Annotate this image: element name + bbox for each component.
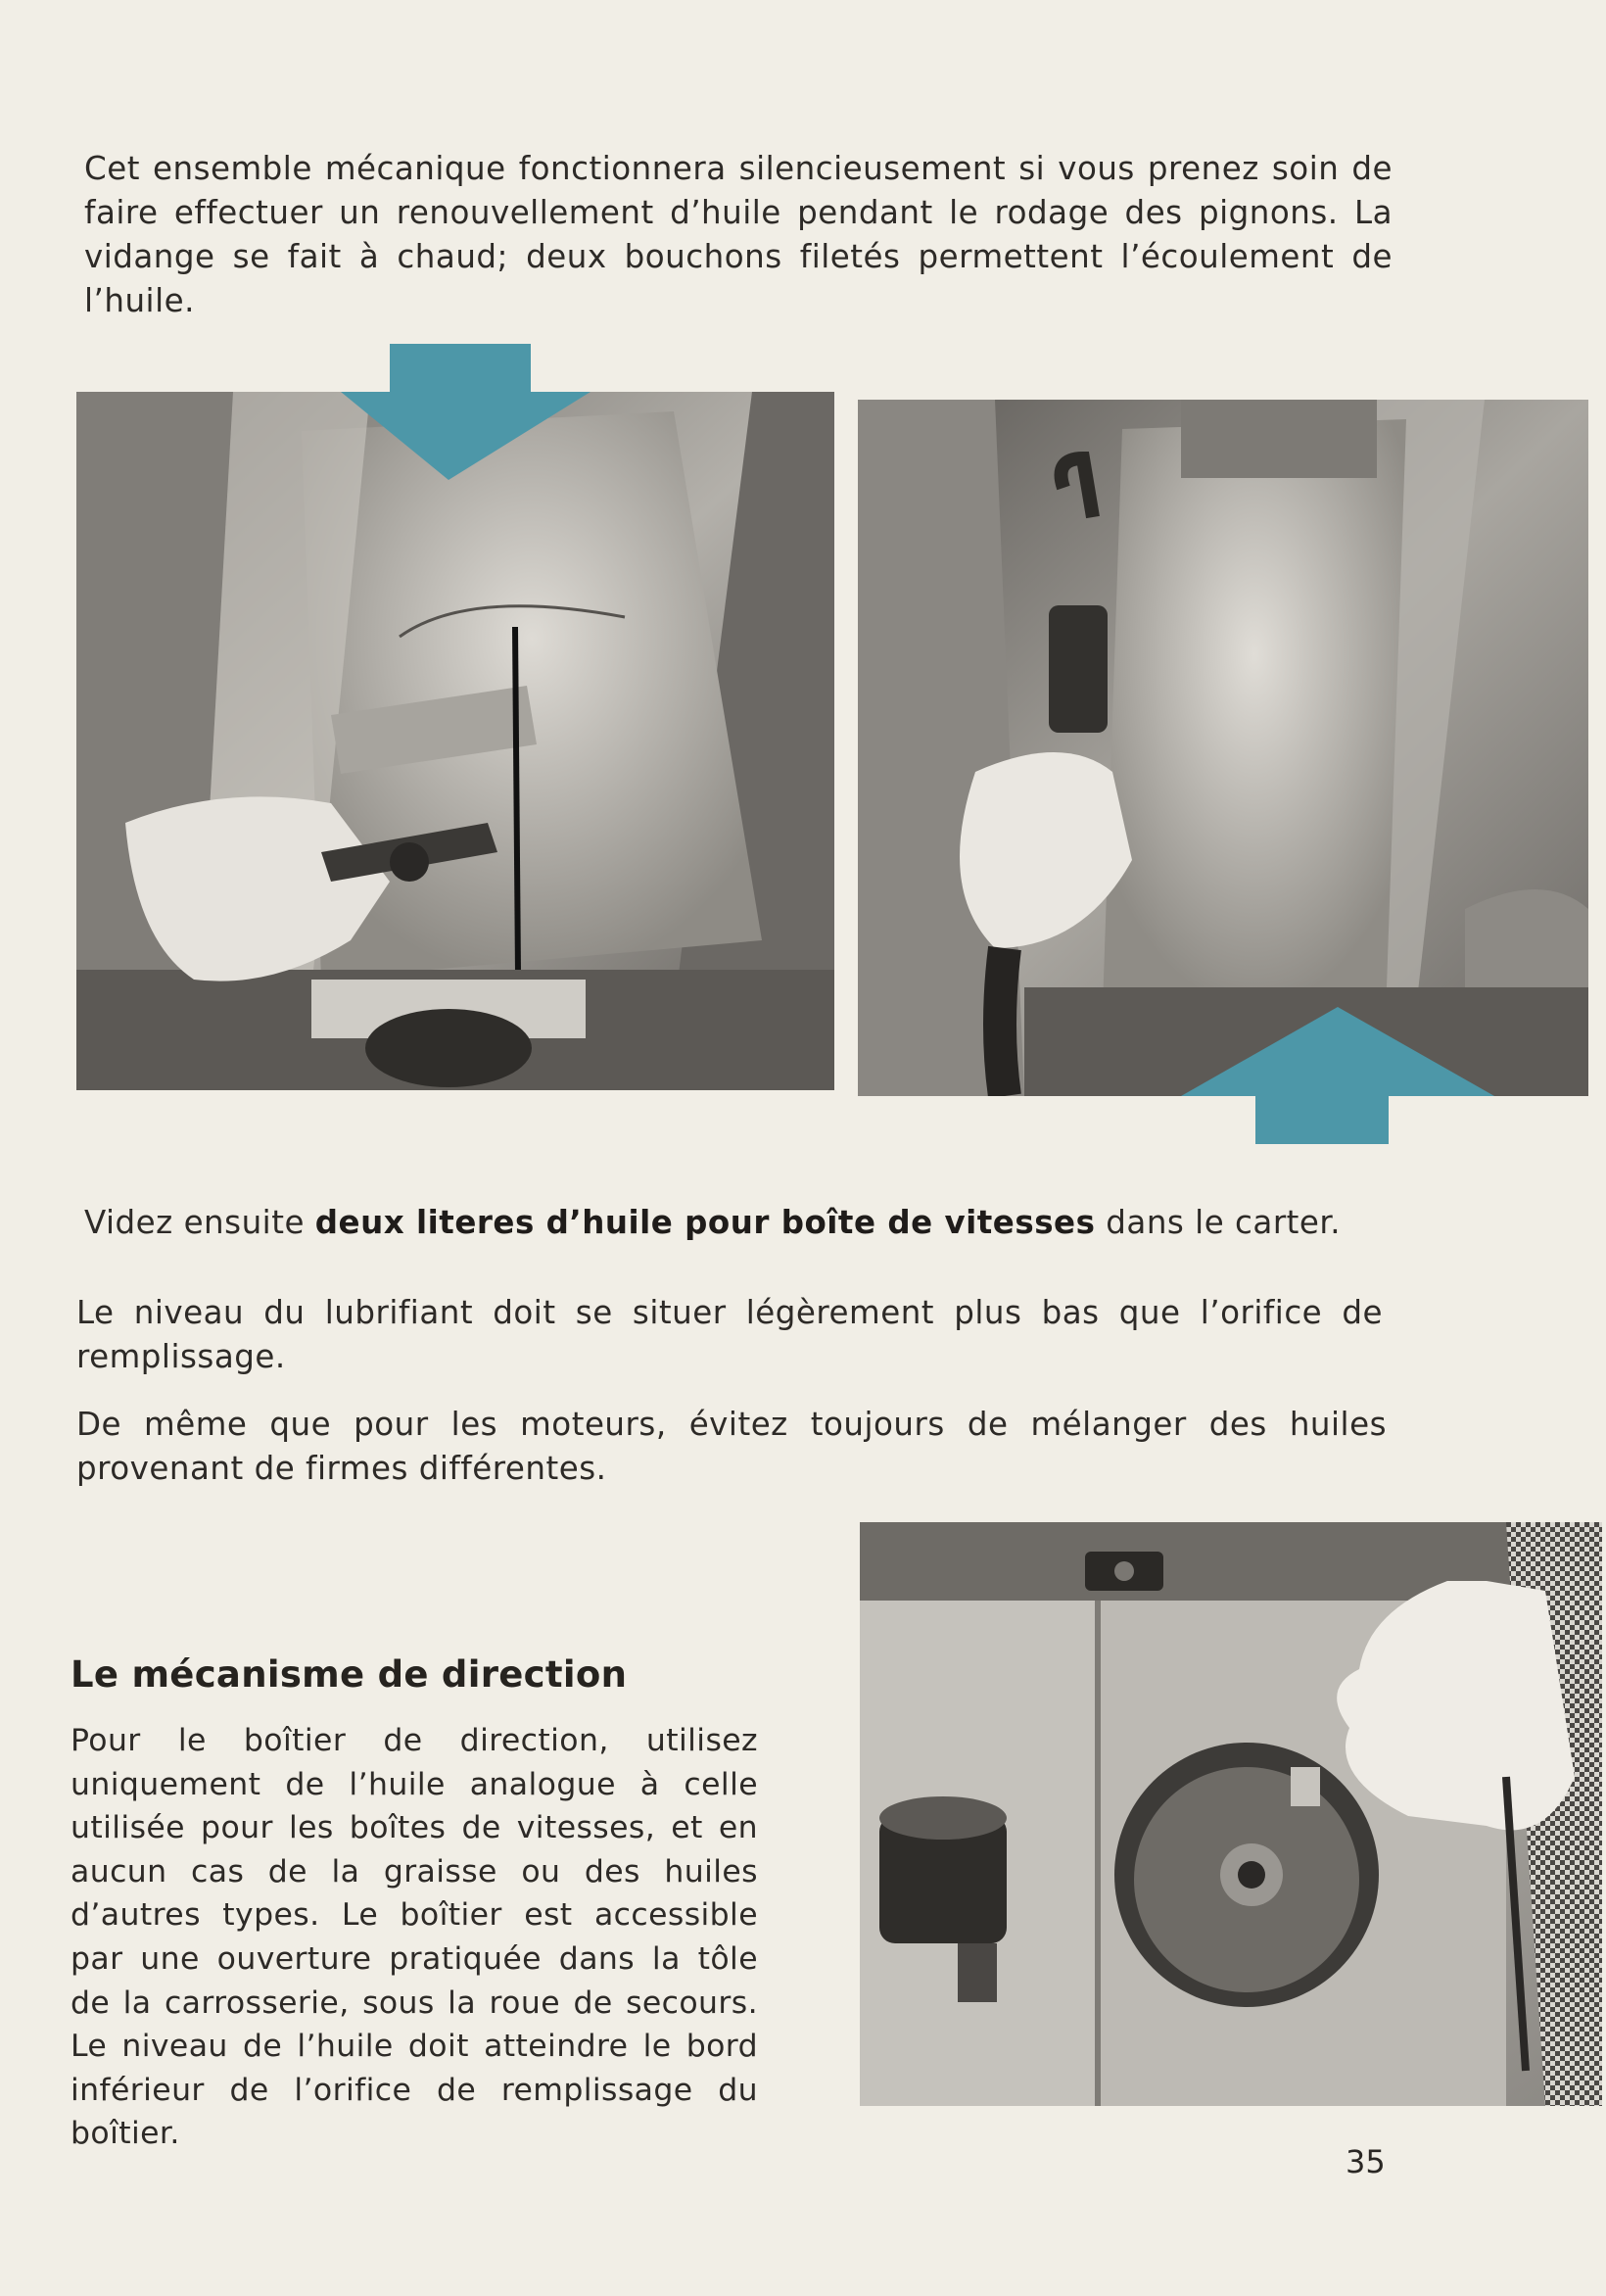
photo-gearbox-drain xyxy=(76,392,834,1090)
fill-instruction-after: dans le carter. xyxy=(1095,1204,1342,1241)
fill-instruction-quantity: deux literes d’huile pour boîte de vitesses xyxy=(314,1204,1096,1241)
page-number: 35 xyxy=(1346,2143,1386,2180)
photo-gearbox-fill xyxy=(858,400,1588,1096)
accent-marker-left xyxy=(390,344,531,399)
fill-instruction-before: Videz ensuite xyxy=(84,1204,315,1241)
section-heading: Le mécanisme de direction xyxy=(71,1653,628,1696)
fill-instruction-paragraph xyxy=(84,1201,1387,1245)
gearbox-drain-illustration xyxy=(76,392,834,1090)
level-note-paragraph: Le niveau du lubrifiant doit se situer légèrement plus bas que l’orifice de remplissage. xyxy=(76,1294,1383,1375)
section-body: Pour le boîtier de direction, utilisez uniquement de l’huile analogue à celle utilisée pour les boîtes de vitesses, et en aucun cas de la graisse ou des huiles d’autres types. Le boîtier est accessible par une ouverture pratiquée dans la tôle de la carrosserie, sous la roue de secours. Le niveau de l’huile doit atteindre le bord inférieur de l’orifice de remplissage du boîtier. xyxy=(71,1723,758,2152)
intro-paragraph: Cet ensemble mécanique fonctionnera silencieusement si vous prenez soin de faire effectuer un renouvellement d’huile pendant le rodage des pignons. La vidange se fait à chaud; deux bouchons filetés permettent l’écoulement de l’huile. xyxy=(84,150,1393,319)
mixing-warning-paragraph: De même que pour les moteurs, évitez toujours de mélanger des huiles provenant de firmes différentes. xyxy=(76,1406,1387,1487)
gearbox-fill-illustration xyxy=(858,400,1588,1096)
steering-box-illustration xyxy=(860,1522,1602,2106)
photo-steering-box xyxy=(860,1522,1602,2106)
